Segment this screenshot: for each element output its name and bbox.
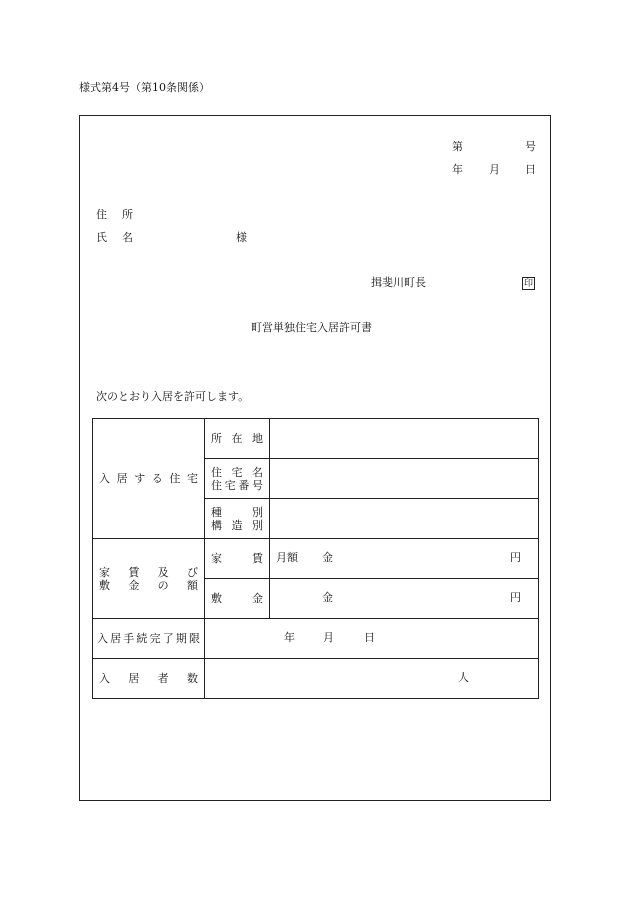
deposit-money-label: 金 — [322, 591, 333, 604]
location-label-cell — [205, 419, 270, 459]
deadline-value-cell — [205, 619, 539, 659]
form-number-title: 様式第4号（第10条関係） — [79, 81, 210, 94]
occupants-value-cell — [205, 659, 539, 699]
rent-deposit-label-line1: 家賃及び — [99, 565, 198, 579]
rent-label: 家賃 — [211, 552, 263, 565]
occupants-label-cell — [93, 659, 205, 699]
honorific: 様 — [236, 231, 247, 244]
table-row — [93, 419, 539, 459]
type-structure-value — [270, 499, 539, 539]
number-suffix: 号 — [525, 140, 536, 153]
rent-label-cell — [205, 539, 270, 579]
rent-yen-label: 円 — [510, 551, 521, 564]
table-row — [93, 659, 539, 699]
persons-unit: 人 — [458, 671, 469, 684]
permit-details-table — [92, 418, 539, 699]
table-row — [93, 539, 539, 579]
monthly-label: 月額 — [276, 551, 298, 564]
intro-text: 次のとおり入居を許可します。 — [96, 390, 250, 403]
deposit-value-cell — [270, 579, 539, 619]
housing-name-number-value — [270, 459, 539, 499]
deadline-day: 日 — [364, 631, 375, 644]
structure-label: 構造別 — [211, 518, 263, 532]
housing-name-label: 住宅名 — [211, 465, 263, 479]
issuer-name: 揖斐川町長 — [371, 276, 426, 289]
date-month: 月 — [489, 163, 500, 176]
rent-deposit-label-line2: 敷金の額 — [99, 578, 198, 592]
table-row — [93, 619, 539, 659]
deposit-label: 敷金 — [211, 592, 263, 605]
rent-money-label: 金 — [322, 551, 333, 564]
rent-value-cell — [270, 539, 539, 579]
type-structure-cell — [205, 499, 270, 539]
deadline-label: 入居手続完了期限 — [97, 632, 200, 645]
housing-number-label: 住宅番号 — [211, 478, 263, 492]
housing-label-cell — [93, 419, 205, 539]
housing-label: 入居する住宅 — [99, 472, 198, 485]
deadline-month: 月 — [323, 631, 334, 644]
date-year: 年 — [452, 163, 463, 176]
deposit-yen-label: 円 — [510, 591, 521, 604]
seal-mark: 印 — [523, 279, 533, 289]
address-label: 住 所 — [96, 208, 135, 221]
location-value — [270, 419, 539, 459]
location-label: 所在地 — [211, 432, 263, 445]
housing-name-number-cell — [205, 459, 270, 499]
date-day: 日 — [525, 163, 536, 176]
number-prefix: 第 — [452, 140, 463, 153]
occupants-label: 入居者数 — [99, 672, 198, 685]
deadline-label-cell — [93, 619, 205, 659]
deposit-label-cell — [205, 579, 270, 619]
type-label: 種別 — [211, 505, 263, 519]
name-label: 氏 名 — [96, 231, 135, 244]
rent-deposit-label-cell — [93, 539, 205, 619]
document-title: 町営単独住宅入居許可書 — [251, 321, 372, 334]
deadline-year: 年 — [284, 631, 295, 644]
